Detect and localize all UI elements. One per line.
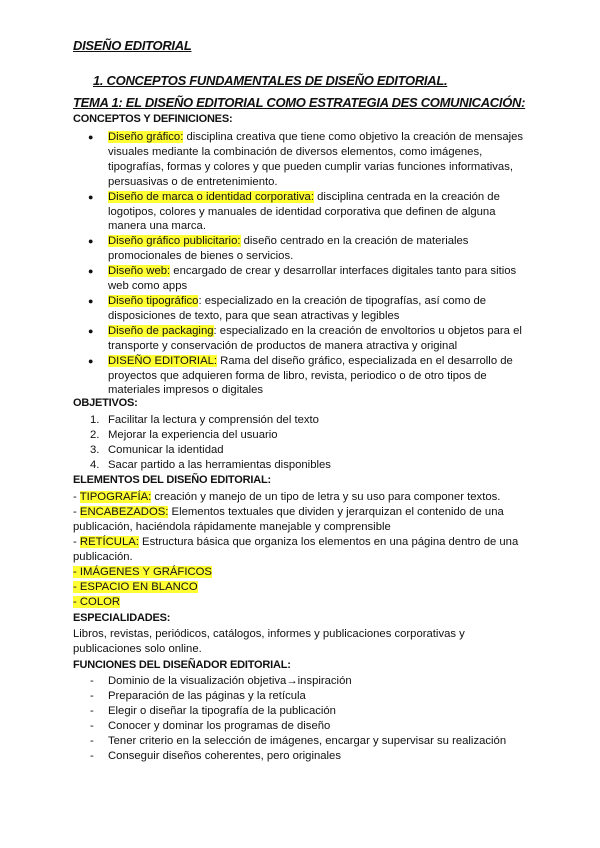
- term: - ESPACIO EN BLANCO: [73, 581, 198, 593]
- term: ENCABEZADOS:: [79, 506, 169, 518]
- list-item: - Conocer y dominar los programas de diseño: [73, 719, 506, 734]
- list-item: [73, 264, 533, 294]
- definition: disciplina creativa que tiene como objetivo la creación de mensajes visuales mediante la combinación de diversos elementos, como imágenes, tipografías, formas y colores y que pueden cumplir varias funciones informativas, persuasivas o de entretenimiento.: [108, 131, 524, 188]
- especialidades-text: Libros, revistas, periódicos, catálogos, informes y publicaciones corporativas y publicaciones solo online.: [73, 628, 465, 655]
- funciones-heading: FUNCIONES DEL DISEÑADOR EDITORIAL:: [73, 659, 291, 671]
- list-item: - Preparación de las páginas y la retícula: [73, 689, 506, 704]
- item-number: 4.: [90, 459, 100, 471]
- item-number: 1.: [90, 414, 100, 426]
- term: Diseño gráfico publicitario:: [108, 235, 241, 248]
- list-item: [73, 413, 331, 428]
- list-item: - Conseguir diseños coherentes, pero originales: [73, 749, 506, 764]
- elementos-list: [73, 490, 533, 610]
- list-item: [73, 234, 533, 264]
- list-item: [73, 190, 533, 235]
- objetivos-heading: OBJETIVOS:: [73, 397, 138, 409]
- term: RETÍCULA:: [79, 536, 139, 548]
- term: - IMÁGENES Y GRÁFICOS: [73, 566, 212, 578]
- especialidades-heading: ESPECIALIDADES:: [73, 612, 171, 624]
- item-number: 2.: [90, 429, 100, 441]
- item-prefix: -: [73, 536, 80, 548]
- definition: Estructura básica que organiza los elementos en una página dentro de una publicación.: [73, 536, 519, 563]
- definition: creación y manejo de un tipo de letra y su uso para componer textos.: [151, 491, 501, 503]
- list-item: [73, 490, 533, 505]
- document-title: DISEÑO EDITORIAL: [73, 38, 192, 53]
- item-prefix: -: [73, 506, 80, 518]
- term: Diseño tipográfico: [108, 294, 199, 307]
- list-item: - Elegir o diseñar la tipografía de la publicación: [73, 704, 506, 719]
- term: TIPOGRAFÍA:: [79, 491, 152, 503]
- section-title: 1. CONCEPTOS FUNDAMENTALES DE DISEÑO EDITORIAL.: [93, 73, 448, 88]
- list-item: [73, 595, 533, 610]
- list-item: - Tener criterio en la selección de imágenes, encargar y supervisar su realización: [73, 734, 506, 749]
- definition: disciplina centrada en la creación de logotipos, colores y manuales de identidad corporativa que definen de alguna manera una marca.: [108, 190, 500, 233]
- item-text: Comunicar la identidad: [108, 444, 224, 456]
- funciones-list: [73, 674, 506, 764]
- list-item: [73, 443, 331, 458]
- item-text: Sacar partido a las herramientas disponibles: [108, 459, 331, 471]
- definition: Rama del diseño gráfico, especializada en el desarrollo de proyectos que adquieren forma de libro, revista, periodico o de otro tipos de materiales impresos o digitales: [108, 354, 513, 397]
- term: Diseño de packaging: [108, 324, 214, 337]
- definition: diseño centrado en la creación de materiales promocionales de bienes o servicios.: [108, 235, 469, 263]
- list-item: [73, 428, 331, 443]
- item-text: Facilitar la lectura y comprensión del texto: [108, 414, 319, 426]
- list-item: [73, 565, 533, 580]
- item-text: Mejorar la experiencia del usuario: [108, 429, 278, 441]
- list-item: - Dominio de la visualización objetiva→inspiración: [73, 674, 506, 689]
- item-prefix: -: [73, 491, 80, 503]
- tema-title: TEMA 1: EL DISEÑO EDITORIAL COMO ESTRATEGIA DES COMUNICACIÓN:: [73, 95, 526, 110]
- list-item: [73, 580, 533, 595]
- list-item: [73, 354, 533, 399]
- objetivos-list: [73, 413, 331, 473]
- term: Diseño de marca o identidad corporativa:: [108, 190, 314, 203]
- definition: : especializado en la creación de tipografías, así como de disposiciones de texto, para que sean atractivas y legibles: [108, 294, 487, 322]
- conceptos-list: [73, 130, 533, 398]
- list-item: [73, 535, 533, 565]
- elementos-heading: ELEMENTOS DEL DISEÑO EDITORIAL:: [73, 474, 271, 486]
- definition: : especializado en la creación de envoltorios u objetos para el transporte y conservación de productos de manera atractiva y original: [108, 324, 522, 352]
- conceptos-heading: CONCEPTOS Y DEFINICIONES:: [73, 113, 233, 125]
- list-item: [73, 458, 331, 473]
- list-item: [73, 324, 533, 354]
- definition: Elementos textuales que dividen y jerarquizan el contenido de una publicación, haciéndola rápidamente manejable y comprensible: [73, 506, 504, 533]
- term: DISEÑO EDITORIAL:: [108, 354, 218, 367]
- term: - COLOR: [73, 596, 121, 608]
- term: Diseño web:: [108, 265, 171, 278]
- term: Diseño gráfico:: [108, 131, 184, 143]
- list-item: [73, 505, 533, 535]
- list-item: [73, 294, 533, 324]
- definition: encargado de crear y desarrollar interfaces digitales tanto para sitios web como apps: [108, 265, 517, 293]
- list-item: [73, 130, 533, 190]
- item-number: 3.: [90, 444, 100, 456]
